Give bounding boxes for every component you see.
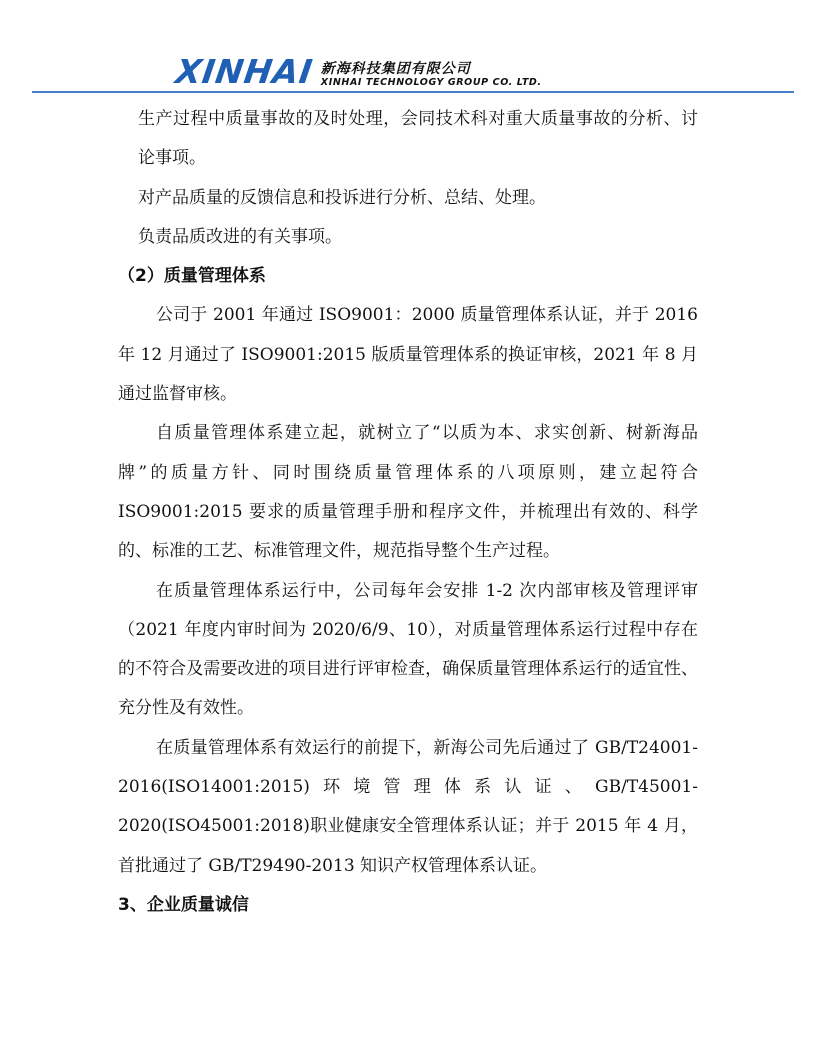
section-heading-integrity: 3、企业质量诚信 [118,894,249,915]
paragraph-certification: 公司于 2001 年通过 ISO9001：2000 质量管理体系认证，并于 2016 年 12 月通过了 ISO9001:2015 版质量管理体系的换证审核，2021 年 8 月通过监督审核。 [118,305,698,405]
company-logo [173,52,542,91]
logo-mark: XINHAI [173,52,316,91]
section-heading-qms: （2）质量管理体系 [118,266,266,287]
company-name-en: XINHAI TECHNOLOGY GROUP CO. LTD. [320,77,542,88]
paragraph-other-certifications: 在质量管理体系有效运行的前提下，新海公司先后通过了 GB/T24001-2016(ISO14001:2015)环境管理体系认证、GB/T45001-2020(ISO45001:2018)职业健康安全管理体系认证；并于 2015 年 4 月，首批通过了 GB/T29490-2013 知识产权管理体系认证。 [118,737,698,876]
logo-text [321,61,542,88]
paragraph-improvement: 负责品质改进的有关事项。 [138,226,342,247]
page-header [0,0,816,92]
paragraph-internal-audit: 在质量管理体系运行中，公司每年会安排 1-2 次内部审核及管理评审（2021 年度内审时间为 2020/6/9、10），对质量管理体系运行过程中存在的不符合及需要改进的项目进行评审检查，确保质量管理体系运行的适宜性、充分性及有效性。 [118,580,698,719]
paragraph-accident-handling: 生产过程中质量事故的及时处理，会同技术科对重大质量事故的分析、讨论事项。 [138,109,698,169]
company-name-cn: 新海科技集团有限公司 [320,61,471,77]
header-divider [32,91,794,93]
paragraph-quality-policy: 自质量管理体系建立起，就树立了“以质为本、求实创新、树新海品牌”的质量方针、同时围绕质量管理体系的八项原则，建立起符合 ISO9001:2015 要求的质量管理手册和程序文件，并梳理出有效的、科学的、标准的工艺、标准管理文件，规范指导整个生产过程。 [118,423,698,562]
paragraph-feedback: 对产品质量的反馈信息和投诉进行分析、总结、处理。 [138,187,546,208]
document-body [118,100,698,925]
